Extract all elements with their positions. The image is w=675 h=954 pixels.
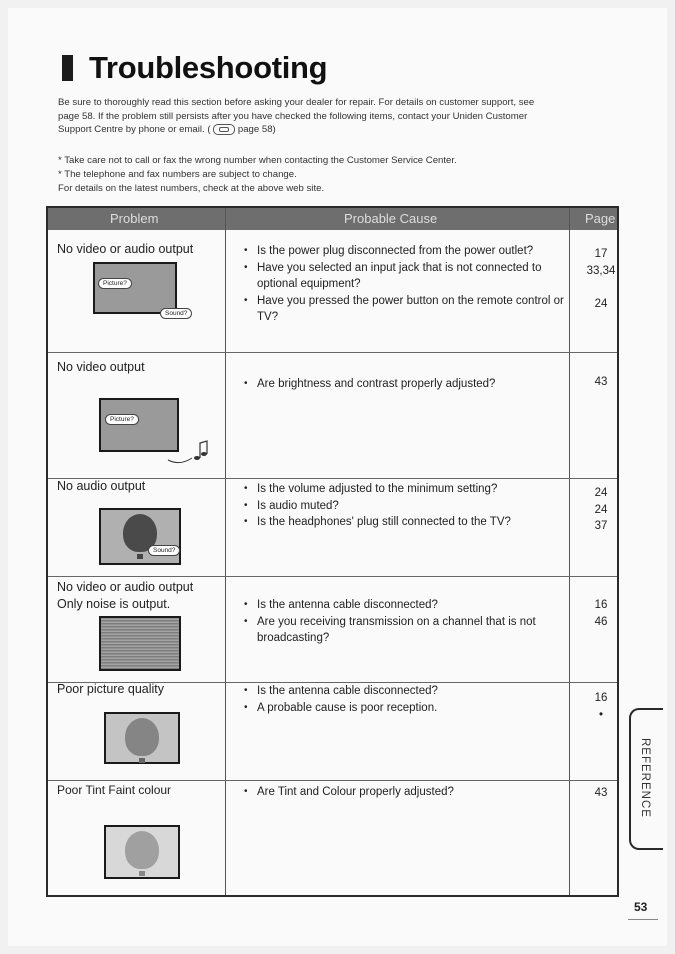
problem-cell: No video output (57, 360, 145, 374)
header-probable-cause: Probable Cause (344, 211, 438, 226)
cause-item: • Are brightness and contrast properly adjusted? (243, 376, 573, 393)
page-cell (576, 785, 626, 802)
page-number-rule (628, 919, 658, 920)
reference-book-icon (213, 124, 235, 135)
cause-item: • A probable cause is poor reception. (243, 700, 573, 717)
page-cell (576, 374, 626, 391)
intro-line-3-suffix: page 58) (237, 124, 276, 135)
cause-cell (243, 481, 573, 531)
page-cell (576, 485, 626, 535)
tv-illustration (99, 508, 181, 565)
cause-cell (243, 597, 573, 647)
page-title: Troubleshooting (89, 50, 328, 85)
side-tab-label: REFERENCE (639, 738, 651, 818)
page-ref: 43 (594, 376, 608, 388)
problem-line: Only noise is output. (57, 597, 171, 611)
table-header (48, 208, 617, 230)
intro-paragraph (58, 96, 618, 137)
problem-cell: Poor Tint Faint colour (57, 783, 172, 797)
page-ref: 46 (594, 615, 608, 628)
page-ref: 16 (594, 599, 608, 611)
page-cell (576, 246, 626, 313)
intro-line-3 (58, 123, 618, 137)
page-ref: 24 (594, 487, 608, 499)
balloon-image (125, 718, 159, 756)
tv-illustration (104, 825, 180, 879)
page-cell (576, 690, 626, 723)
problem-cell: No video or audio output (57, 242, 194, 256)
title-row (62, 50, 327, 86)
balloon-basket (139, 758, 145, 763)
header-problem: Problem (110, 211, 159, 226)
title-marker-bar (62, 55, 73, 81)
note-1: * Take care not to call or fax the wrong number when contacting the Customer Service Center. (58, 155, 457, 166)
cause-item: • Is the power plug disconnected from the power outlet? (243, 243, 573, 260)
tv-illustration (93, 262, 177, 314)
cause-item: • Is the volume adjusted to the minimum setting? (243, 481, 573, 498)
cause-item: • Is the headphones' plug still connected to the TV? (243, 514, 573, 531)
page-ref: 33,34 (586, 264, 616, 277)
sound-speech-bubble: Sound? (148, 545, 180, 556)
intro-line-2: page 58. If the problem still persists after you have checked the following items, contact your Uniden Customer (58, 110, 528, 122)
page-ref: 37 (594, 520, 608, 532)
noise-screen-illustration (99, 616, 181, 671)
notes-block (58, 154, 618, 196)
picture-speech-bubble: Picture? (105, 414, 139, 425)
troubleshooting-table (46, 206, 619, 897)
row-divider (48, 352, 617, 353)
cause-item: • Are Tint and Colour properly adjusted? (243, 784, 573, 801)
column-divider-1 (225, 208, 226, 895)
cause-item: • Is the antenna cable disconnected? (243, 597, 573, 614)
intro-line-1: Be sure to thoroughly read this section before asking your dealer for repair. For details on customer support, see (58, 97, 535, 108)
balloon-basket (139, 871, 145, 876)
cause-item: • Have you pressed the power button on the remote control or TV? (243, 293, 573, 326)
cause-item: • Are you receiving transmission on a channel that is not broadcasting? (243, 614, 573, 647)
balloon-image (125, 831, 159, 869)
row-divider (48, 576, 617, 577)
cause-cell (243, 243, 573, 326)
music-note-icon (166, 438, 212, 466)
tv-illustration (104, 712, 180, 764)
page-ref: 43 (594, 787, 608, 799)
cause-cell (243, 784, 573, 801)
cause-cell (243, 683, 573, 716)
page-ref: • (598, 708, 604, 721)
balloon-basket (137, 554, 143, 559)
problem-cell: No audio output (57, 479, 146, 493)
page-cell (576, 597, 626, 630)
page-number: 53 (634, 900, 648, 914)
cause-item: • Is the antenna cable disconnected? (243, 683, 573, 700)
page-ref: 16 (594, 692, 608, 704)
row-divider (48, 780, 617, 781)
page-ref: 17 (594, 248, 608, 260)
header-page: Page (585, 211, 616, 226)
reference-side-tab (629, 708, 663, 850)
page-ref: 24 (594, 503, 608, 516)
note-2: * The telephone and fax numbers are subject to change. (58, 169, 297, 180)
sound-speech-bubble: Sound? (160, 308, 192, 319)
cause-item: • Have you selected an input jack that is not connected to optional equipment? (243, 260, 573, 293)
problem-cell: Poor picture quality (57, 682, 165, 696)
problem-cell (57, 579, 193, 613)
intro-line-3-prefix: Support Centre by phone or email. ( (58, 124, 211, 135)
cause-item: • Is audio muted? (243, 498, 573, 515)
cause-cell (243, 376, 573, 393)
problem-line: No video or audio output (57, 580, 194, 594)
page-ref: 24 (594, 298, 608, 310)
note-3: For details on the latest numbers, check at the above web site. (58, 183, 325, 194)
picture-speech-bubble: Picture? (98, 278, 132, 289)
